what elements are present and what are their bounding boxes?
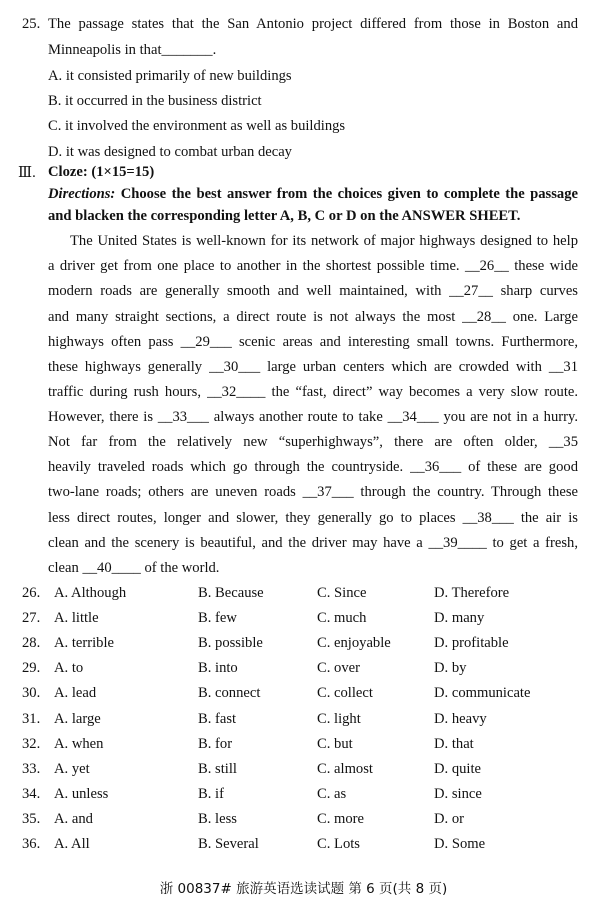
option-number: 29. (22, 660, 41, 677)
option-b: B. possible (198, 635, 263, 652)
passage-line (48, 359, 578, 376)
question-stem-line2: Minneapolis in that_______. (48, 42, 217, 58)
option-row (0, 660, 607, 680)
passage-text: clean (48, 560, 83, 576)
passage-text: the “fast, direct” way becomes a very slow route. (265, 384, 578, 400)
passage-line (48, 334, 578, 351)
option-a: A. Although (54, 585, 127, 601)
option-a: A. it consisted primarily of new buildings (48, 68, 292, 84)
option-d: D. Some (434, 836, 486, 852)
passage-text: scenic areas and interesting small towns. Furthermore, (231, 334, 578, 350)
blank-number: __27__ (449, 283, 493, 299)
option-row (0, 685, 607, 705)
option-d: D. quite (434, 760, 482, 777)
passage-text: of these are good (461, 459, 578, 475)
passage-text: large urban centers which are crowded with (260, 359, 549, 375)
passage-line (48, 484, 578, 501)
option-b: B. for (198, 735, 233, 752)
passage-line (48, 258, 578, 275)
blank-number: __38___ (462, 510, 514, 526)
option-b: B. Several (198, 836, 259, 852)
option-row (0, 635, 607, 655)
option-a: A. and (54, 810, 93, 827)
option-c: C. almost (317, 760, 373, 777)
blank-number: __30___ (209, 359, 261, 375)
section-number: Ⅲ. (18, 165, 36, 181)
option-row (0, 811, 607, 831)
blank-number: __39____ (428, 535, 487, 551)
option-row (0, 585, 607, 605)
passage-line (48, 283, 578, 300)
passage-line (70, 233, 578, 250)
blank-number: __29___ (180, 334, 232, 350)
option-d: D. many (434, 610, 485, 627)
passage-text: of the world. (140, 560, 220, 576)
passage-text: less direct routes, longer and slower, they generally go to places (48, 510, 463, 526)
passage-text: two-lane roads; others are uneven roads (48, 484, 303, 500)
option-d: D. heavy (434, 710, 487, 727)
option-b: B. fast (198, 710, 237, 727)
option-b: B. Because (198, 585, 264, 601)
option-c: C. Since (317, 585, 367, 601)
option-d: D. Therefore (434, 585, 510, 601)
option-row (0, 836, 607, 856)
option-a: A. All (54, 836, 90, 852)
blank-number: __28__ (462, 309, 506, 325)
option-a: A. lead (54, 685, 97, 702)
passage-line (48, 560, 578, 577)
passage-text: one. Large (505, 309, 578, 325)
passage-text: these highways generally (48, 359, 210, 375)
option-c: C. Lots (317, 836, 360, 852)
option-c: C. but (317, 735, 353, 752)
passage-text: you are not in a hurry. (438, 409, 578, 425)
option-c: C. enjoyable (317, 635, 391, 652)
option-b: B. less (198, 810, 237, 827)
option-c: C. much (317, 610, 367, 627)
blank-number: __36___ (410, 459, 462, 475)
option-number: 26. (22, 585, 41, 601)
option-d: D. communicate (434, 685, 531, 702)
blank-number: __33___ (157, 409, 209, 425)
passage-line (48, 459, 578, 476)
option-b: B. if (198, 785, 224, 802)
passage-line (48, 409, 578, 426)
option-d: D. it was designed to combat urban decay (48, 144, 292, 160)
option-d: D. or (434, 810, 464, 827)
passage-text: the air is (513, 510, 578, 526)
option-d: D. profitable (434, 635, 509, 652)
passage-text: always another route to take (208, 409, 388, 425)
option-d: D. that (434, 735, 474, 752)
passage-text: through the country. Through these (353, 484, 578, 500)
option-c: C. light (317, 710, 361, 727)
passage-line (48, 309, 578, 326)
blank-number: __37___ (302, 484, 354, 500)
option-d: D. by (434, 660, 467, 677)
option-a: A. little (54, 610, 99, 627)
option-a: A. yet (54, 760, 90, 777)
option-row (0, 761, 607, 781)
option-a: A. large (54, 710, 101, 727)
passage-text: Not far from the relatively new “superhighways”, there are often older, (48, 434, 549, 450)
option-number: 27. (22, 610, 41, 627)
passage-line (48, 434, 578, 451)
directions-label: Directions: (48, 186, 116, 202)
directions-text: Choose the best answer from the choices given to complete the passage (115, 186, 578, 202)
option-c: C. as (317, 785, 347, 802)
section-title: Cloze: (1×15=15) (48, 164, 155, 180)
option-c: C. it involved the environment as well as buildings (48, 118, 346, 134)
blank-number: __40____ (82, 560, 141, 576)
option-d: D. since (434, 785, 482, 802)
option-number: 32. (22, 735, 41, 752)
passage-text: The United States is well-known for its network of major highways designed to help (70, 233, 578, 249)
blank-number: __34___ (387, 409, 439, 425)
directions-line2: and blacken the corresponding letter A, B, C or D on the ANSWER SHEET. (48, 208, 521, 224)
passage-text: to get a fresh, (486, 535, 578, 551)
option-c: C. more (317, 810, 365, 827)
passage-text: heavily traveled roads which go through the countryside. (48, 459, 411, 475)
option-b: B. into (198, 660, 238, 677)
passage-text: modern roads are generally smooth and well maintained, with (48, 283, 450, 299)
option-b: B. still (198, 760, 237, 777)
passage-line (48, 384, 578, 401)
passage-text: sharp curves (492, 283, 578, 299)
option-number: 30. (22, 685, 41, 702)
passage-text: and many straight sections, a direct route is not always the most (48, 309, 463, 325)
passage-text: these wide (508, 258, 578, 274)
option-b: B. it occurred in the business district (48, 93, 262, 109)
passage-line (48, 535, 578, 552)
option-a: A. to (54, 660, 84, 677)
page-footer: 浙 00837# 旅游英语选读试题 第 6 页(共 8 页) (159, 881, 448, 897)
option-number: 33. (22, 760, 41, 777)
option-c: C. over (317, 660, 360, 677)
option-number: 28. (22, 635, 41, 652)
option-b: B. connect (198, 685, 261, 702)
option-number: 34. (22, 785, 41, 802)
blank-number: __31 (548, 359, 579, 375)
option-row (0, 711, 607, 731)
option-number: 36. (22, 836, 41, 852)
option-b: B. few (198, 610, 237, 627)
passage-text: a driver get from one place to another in the shortest possible time. (48, 258, 466, 274)
blank-number: __26__ (465, 258, 509, 274)
option-c: C. collect (317, 685, 373, 702)
option-number: 35. (22, 810, 41, 827)
question-number: 25. (22, 16, 41, 32)
passage-text: highways often pass (48, 334, 181, 350)
passage-line (48, 510, 578, 527)
passage-text: However, there is (48, 409, 158, 425)
option-a: A. terrible (54, 635, 114, 652)
option-row (0, 786, 607, 806)
option-number: 31. (22, 710, 41, 727)
blank-number: __35 (548, 434, 578, 450)
option-row (0, 736, 607, 756)
passage-text: clean and the scenery is beautiful, and the driver may have a (48, 535, 429, 551)
option-a: A. unless (54, 785, 109, 802)
blank-number: __32____ (207, 384, 266, 400)
option-row (0, 610, 607, 630)
directions-line1 (48, 186, 578, 203)
question-stem-line1: The passage states that the San Antonio project differed from those in Boston and (48, 16, 578, 32)
passage-text: traffic during rush hours, (48, 384, 208, 400)
option-a: A. when (54, 735, 104, 752)
